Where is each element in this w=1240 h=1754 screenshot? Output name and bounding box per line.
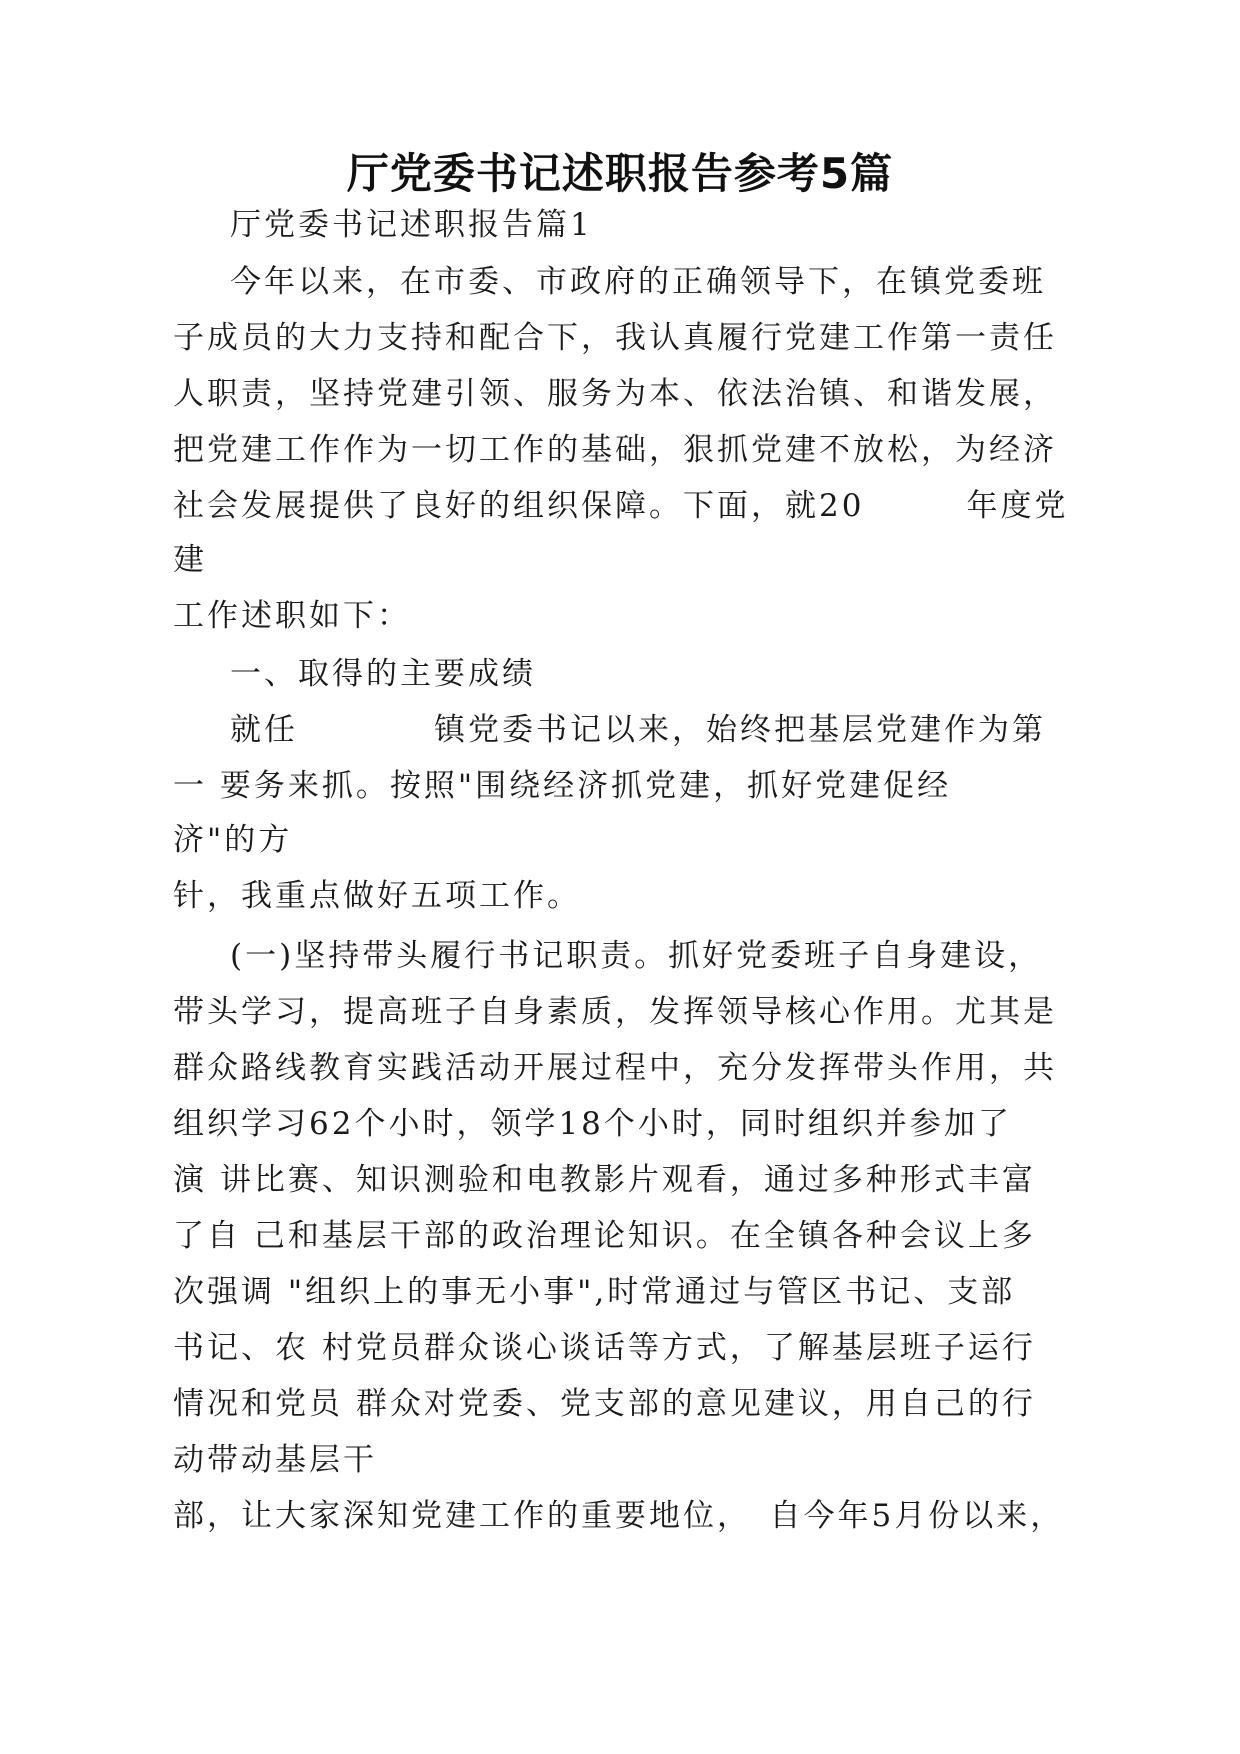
body-line: 动带动基层干 xyxy=(173,1442,377,1478)
body-line: 就任 镇党委书记以来，始终把基层党建作为第 xyxy=(230,712,1046,748)
body-line: 部，让大家深知党建工作的重要地位， 自今年5月份以来， xyxy=(173,1498,1065,1534)
body-line: 次强调 "组织上的事无小事",时常通过与管区书记、支部 xyxy=(173,1274,1016,1310)
body-line: 了自 己和基层干部的政治理论知识。在全镇各种会议上多 xyxy=(173,1218,1036,1254)
body-line: 带头学习，提高班子自身素质，发挥领导核心作用。尤其是 xyxy=(173,994,1057,1030)
body-line: 把党建工作作为一切工作的基础，狠抓党建不放松，为经济 xyxy=(173,432,1057,468)
body-line: 群众路线教育实践活动开展过程中，充分发挥带头作用，共 xyxy=(173,1050,1057,1086)
body-line: 工作述职如下： xyxy=(173,598,411,634)
body-line: 演 讲比赛、知识测验和电教影片观看，通过多种形式丰富 xyxy=(173,1162,1036,1198)
document-title: 厅党委书记述职报告参考5篇 xyxy=(346,149,894,198)
section-heading: 厅党委书记述职报告篇1 xyxy=(230,207,593,243)
body-line: 济"的方 xyxy=(173,822,293,858)
section-heading: 一、取得的主要成绩 xyxy=(230,656,536,692)
body-line: 子成员的大力支持和配合下，我认真履行党建工作第一责任 xyxy=(173,320,1057,356)
body-line: 建 xyxy=(173,542,207,578)
body-line: 人职责，坚持党建引领、服务为本、依法治镇、和谐发展， xyxy=(173,376,1057,412)
body-line: 组织学习62个小时，领学18个小时，同时组织并参加了 xyxy=(173,1106,1012,1142)
body-line: 一 要务来抓。按照"围绕经济抓党建，抓好党建促经 xyxy=(173,768,952,804)
body-line: 针，我重点做好五项工作。 xyxy=(173,878,581,914)
body-line: 今年以来，在市委、市政府的正确领导下，在镇党委班 xyxy=(230,264,1046,300)
body-line: 情况和党员 群众对党委、党支部的意见建议，用自己的行 xyxy=(173,1386,1036,1422)
body-line: (一)坚持带头履行书记职责。抓好党委班子自身建设， xyxy=(230,938,1043,974)
body-line: 社会发展提供了良好的组织保障。下面，就20 年度党 xyxy=(173,488,1069,524)
body-line: 书记、农 村党员群众谈心谈话等方式，了解基层班子运行 xyxy=(173,1330,1036,1366)
